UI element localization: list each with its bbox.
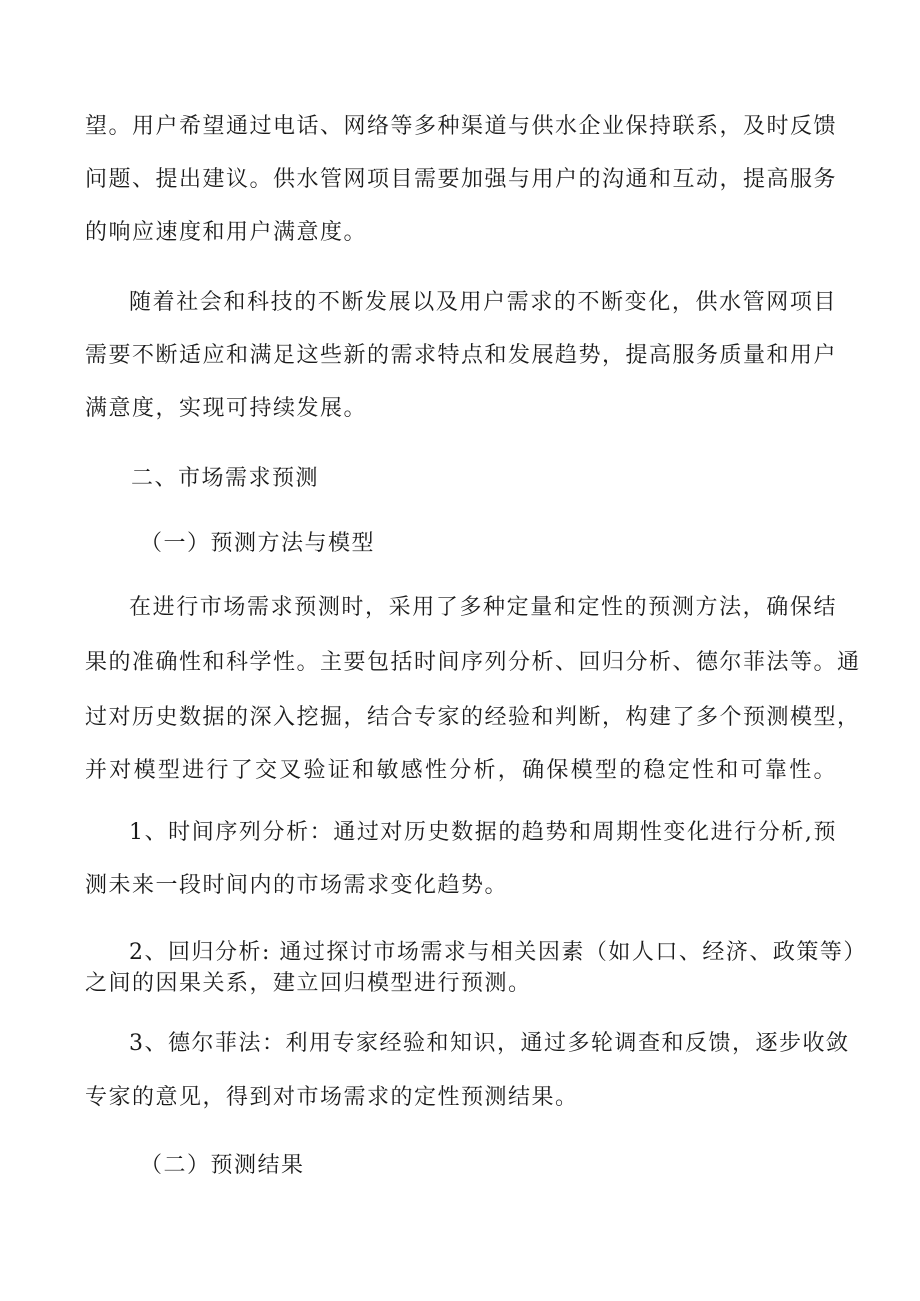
paragraph-2-line-1: 随着社会和科技的不断发展以及用户需求的不断变化，供水管网项目 xyxy=(129,290,837,315)
paragraph-3-line-3: 过对历史数据的深入挖掘，结合专家的经验和判断，构建了多个预测模型， xyxy=(85,705,861,730)
paragraph-1-line-2: 问题、提出建议。供水管网项目需要加强与用户的沟通和互动，提高服务 xyxy=(85,167,838,192)
paragraph-2-line-2: 需要不断适应和满足这些新的需求特点和发展趋势，提高服务质量和用户 xyxy=(85,343,838,368)
paragraph-1-line-3: 的响应速度和用户满意度。 xyxy=(85,220,368,245)
paragraph-time-series-line-1: 1、时间序列分析：通过对历史数据的趋势和周期性变化进行分析,预 xyxy=(129,820,837,845)
paragraph-3-line-2: 果的准确性和科学性。主要包括时间序列分析、回归分析、德尔菲法等。通 xyxy=(85,650,861,675)
subheading-forecast-results: （二）预测结果 xyxy=(140,1153,305,1178)
paragraph-delphi-line-2: 专家的意见，得到对市场需求的定性预测结果。 xyxy=(85,1085,579,1110)
paragraph-time-series-line-2: 测未来一段时间内的市场需求变化趋势。 xyxy=(85,873,509,898)
paragraph-regression-line-2: 之间的因果关系，建立回归模型进行预测。 xyxy=(85,971,532,996)
paragraph-3-line-4: 并对模型进行了交叉验证和敏感性分析，确保模型的稳定性和可靠性。 xyxy=(85,758,837,783)
paragraph-delphi-line-1: 3、德尔菲法：利用专家经验和知识，通过多轮调查和反馈，逐步收敛 xyxy=(129,1031,850,1056)
paragraph-1-line-1: 望。用户希望通过电话、网络等多种渠道与供水企业保持联系，及时反馈 xyxy=(85,114,838,139)
subheading-methods-and-models: （一）预测方法与模型 xyxy=(140,531,376,556)
paragraph-regression-line-1: 2、回归分析: 通过探讨市场需求与相关因素（如人口、经济、政策等） xyxy=(129,940,867,965)
paragraph-3-line-1: 在进行市场需求预测时，采用了多种定量和定性的预测方法，确保结 xyxy=(129,595,837,620)
paragraph-2-line-3: 满意度，实现可持续发展。 xyxy=(85,396,368,421)
section-heading-market-demand-forecast: 二、市场需求预测 xyxy=(131,466,320,491)
